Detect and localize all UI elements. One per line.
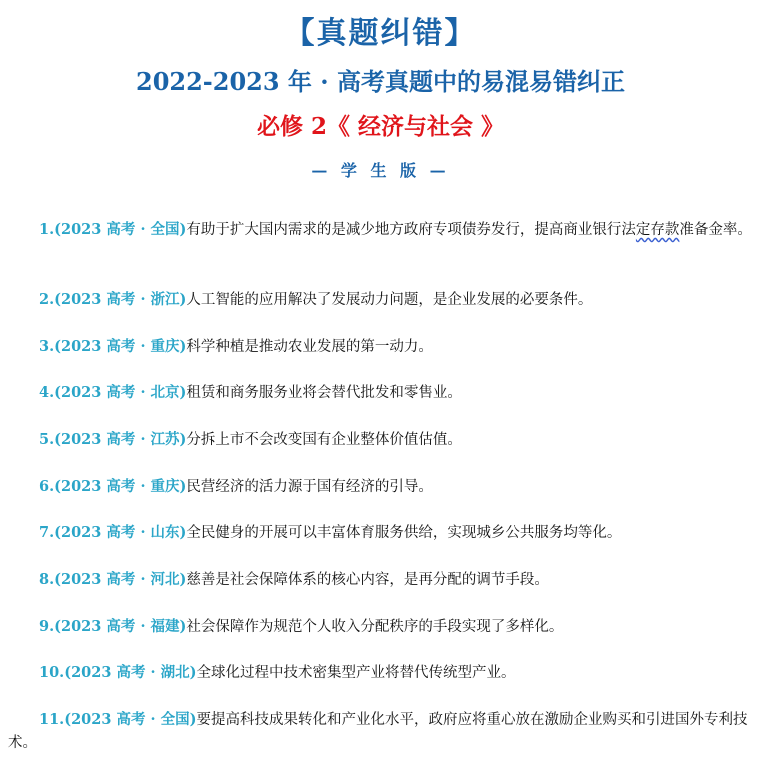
question-source: (2023 高考 · 江苏): [54, 431, 187, 448]
question-source: (2023 高考 · 山东): [54, 524, 187, 541]
question-text: 慈善是社会保障体系的核心内容，是再分配的调节手段。: [186, 572, 549, 588]
question-number: 1.: [39, 221, 55, 238]
question-number: 10.: [39, 664, 65, 681]
question-item: [8, 521, 752, 545]
question-source: (2023 高考 · 浙江): [54, 291, 187, 308]
question-item: [8, 428, 752, 452]
question-text-underlined: 定存款: [635, 222, 680, 238]
question-item: [8, 475, 752, 499]
question-text: 全民健身的开展可以丰富体育服务供给，实现城乡公共服务均等化。: [186, 525, 622, 541]
page-subtitle: 2022-2023 年 · 高考真题中的易混易错纠正: [136, 67, 625, 96]
question-item: [8, 615, 752, 639]
question-item: [8, 568, 752, 592]
question-item: [8, 661, 752, 685]
question-source: (2023 高考 · 全国): [64, 711, 197, 728]
question-number: 3.: [39, 338, 55, 355]
question-text: 有助于扩大国内需求的是减少地方政府专项债券发行，提高商业银行法: [186, 222, 636, 238]
question-source: (2023 高考 · 福建): [54, 618, 187, 635]
question-source: (2023 高考 · 重庆): [54, 478, 187, 495]
question-source: (2023 高考 · 河北): [54, 571, 187, 588]
question-text: 人工智能的应用解决了发展动力问题，是企业发展的必要条件。: [186, 292, 593, 308]
question-number: 8.: [39, 571, 55, 588]
question-number: 7.: [39, 524, 55, 541]
question-number: 4.: [39, 384, 55, 401]
question-source: (2023 高考 · 湖北): [64, 664, 197, 681]
question-text: 租赁和商务服务业将会替代批发和零售业。: [186, 385, 462, 401]
question-item: [8, 708, 752, 755]
question-item: [8, 218, 752, 242]
question-text: 分拆上市不会改变国有企业整体价值估值。: [186, 432, 462, 448]
question-text: 全球化过程中技术密集型产业将替代传统型产业。: [196, 665, 516, 681]
question-number: 11.: [39, 711, 65, 728]
question-item: [8, 381, 752, 405]
module-title: 必修 2《 经济与社会 》: [256, 113, 505, 140]
question-text: 社会保障作为规范个人收入分配秩序的手段实现了多样化。: [186, 619, 564, 635]
question-item: [8, 335, 752, 359]
question-text: 科学种植是推动农业发展的第一动力。: [186, 339, 433, 355]
edition-label: — 学 生 版 —: [311, 161, 450, 180]
question-source: (2023 高考 · 重庆): [54, 338, 187, 355]
question-source: (2023 高考 · 北京): [54, 384, 187, 401]
question-text: 要提高科技成果转化和产业化水平，政府应将重心放在激励企业购买和引进国外专利技术。: [8, 712, 748, 751]
question-number: 2.: [39, 291, 55, 308]
page-title: 【真题纠错】: [284, 16, 477, 51]
question-number: 9.: [39, 618, 55, 635]
question-source: (2023 高考 · 全国): [54, 221, 187, 238]
question-number: 5.: [39, 431, 55, 448]
question-item: [8, 288, 752, 312]
question-number: 6.: [39, 478, 55, 495]
question-text: 民营经济的活力源于国有经济的引导。: [186, 479, 433, 495]
question-text-end: 准备金率。: [679, 222, 752, 238]
